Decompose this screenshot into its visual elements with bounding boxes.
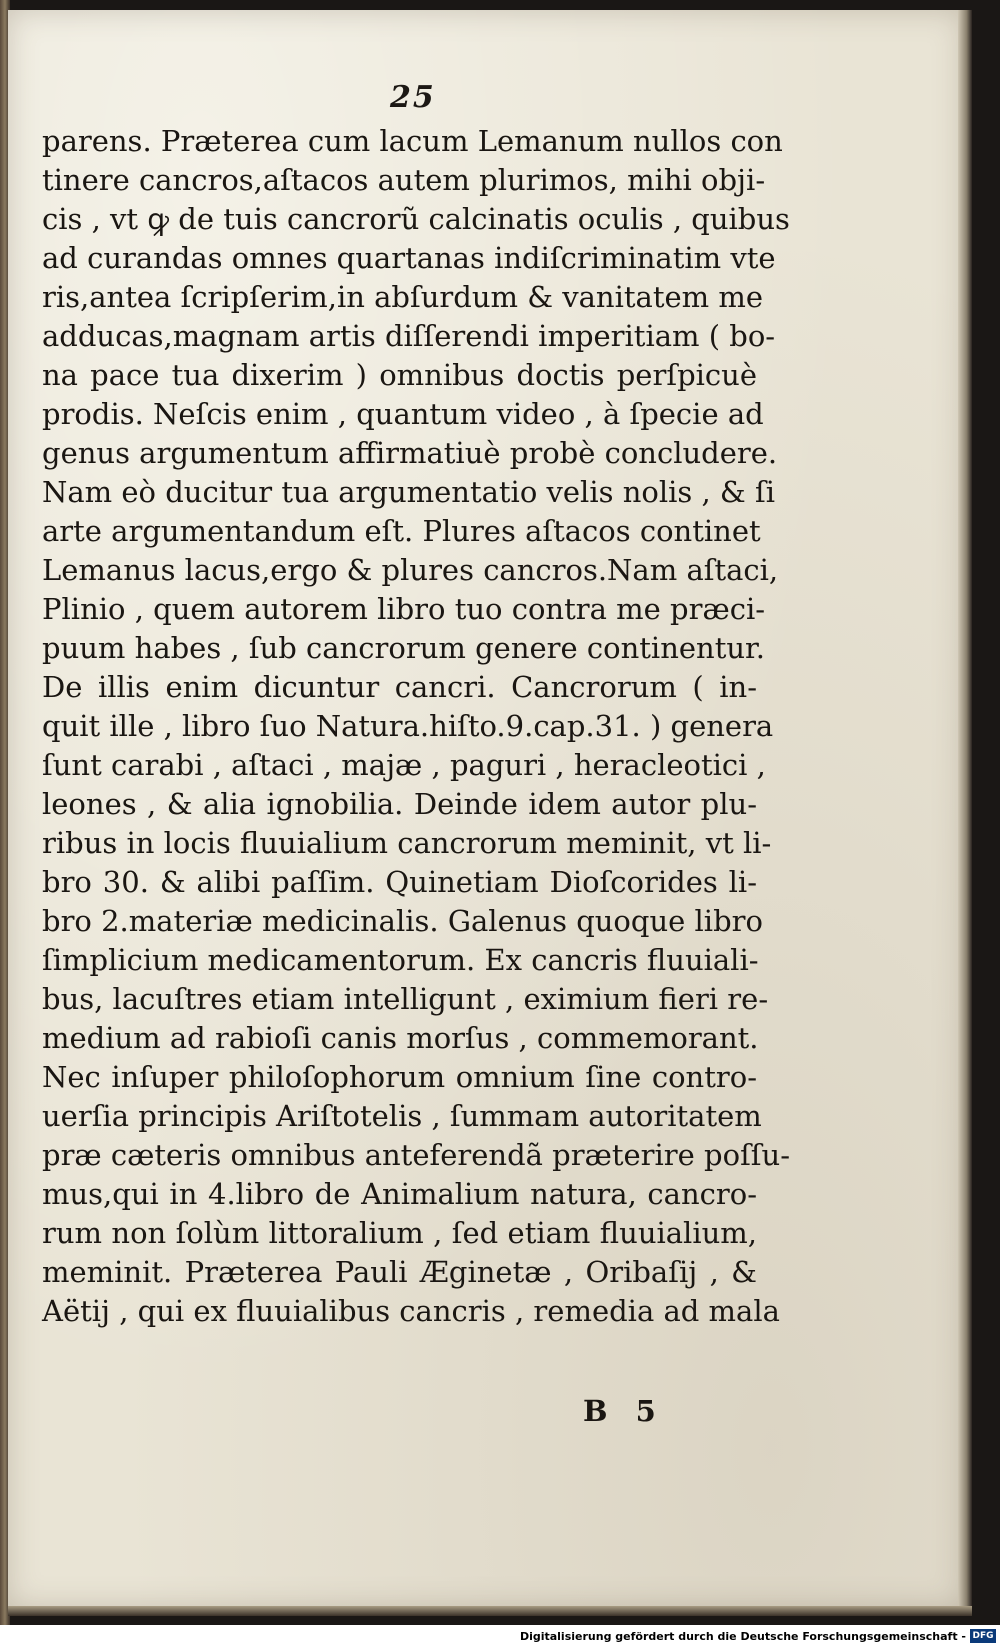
body-text [42, 122, 791, 1331]
text-line: Aëtij , qui ex fluuialibus cancris , remedia ad mala [42, 1294, 780, 1328]
text-line: ris,antea ſcripſerim,in abſurdum & vanitatem me [42, 280, 764, 314]
text-line: puum habes , ſub cancrorum genere continentur. [42, 631, 765, 665]
text-line: ribus in locis fluuialium cancrorum meminit, vt li- [42, 826, 772, 860]
text-line: rum non ſolùm littoralium , ſed etiam fluuialium, [42, 1216, 757, 1250]
text-line: uerſia principis Ariſtotelis , ſummam autoritatem [42, 1099, 762, 1133]
text-line: bro 30. & alibi paſſim. Quinetiam Dioſcorides li- [42, 865, 757, 899]
text-line: De illis enim dicuntur cancri. Cancrorum ( in- [42, 670, 757, 704]
text-line: mus,qui in 4.libro de Animalium natura, cancro- [42, 1177, 757, 1211]
text-line: Nam eò ducitur tua argumentatio velis nolis , & ſi [42, 475, 775, 509]
text-line: prodis. Neſcis enim , quantum video , à ſpecie ad [42, 397, 764, 431]
catchword-signature: B 5 [583, 1394, 656, 1428]
book-edge-right [958, 10, 972, 1608]
text-line: ad curandas omnes quartanas indiſcriminatim vte [42, 241, 776, 275]
text-line: Lemanus lacus,ergo & plures cancros.Nam aſtaci, [42, 553, 779, 587]
text-line: bro 2.materiæ medicinalis. Galenus quoque libro [42, 904, 763, 938]
text-line: arte argumentandum eſt. Plures aſtacos continet [42, 514, 761, 548]
text-line: meminit. Præterea Pauli Æginetæ , Oribaſij , & [42, 1255, 757, 1289]
text-line: ſunt carabi , aſtaci , majæ , paguri , heracleotici , [42, 748, 766, 782]
text-line: genus argumentum affirmatiuè probè concludere. [42, 436, 778, 470]
text-line: Nec inſuper philoſophorum omnium ſine contro- [42, 1060, 757, 1094]
text-line: parens. Præterea cum lacum Lemanum nullos con [42, 124, 783, 158]
dfg-logo: DFG [970, 1629, 996, 1643]
text-line: medium ad rabioſi canis morſus , commemorant. [42, 1021, 759, 1055]
text-line: cis , vt ꝙ de tuis cancrorũ calcinatis oculis , quibus [42, 202, 790, 236]
page-number: 25 [390, 80, 436, 115]
text-line: quit ille , libro ſuo Natura.hiſto.9.cap.31. ) genera [42, 709, 774, 743]
footer-credit: Digitalisierung gefördert durch die Deutsche Forschungsgemeinschaft - [519, 1630, 966, 1643]
text-line: ſimplicium medicamentorum. Ex cancris fluuiali- [42, 943, 759, 977]
book-edge-bottom [8, 1606, 972, 1616]
text-line: tinere cancros,aſtacos autem plurimos, mihi obji- [42, 163, 766, 197]
text-line: adducas,magnam artis diſſerendi imperitiam ( bo- [42, 319, 776, 353]
text-line: præ cæteris omnibus anteferendã præterire poſſu- [42, 1138, 791, 1172]
text-line: leones , & alia ignobilia. Deinde idem autor plu- [42, 787, 757, 821]
text-line: na pace tua dixerim ) omnibus doctis perſpicuè [42, 358, 757, 392]
text-line: bus, lacuſtres etiam intelligunt , eximium fieri re- [42, 982, 769, 1016]
text-line: Plinio , quem autorem libro tuo contra me præci- [42, 592, 766, 626]
